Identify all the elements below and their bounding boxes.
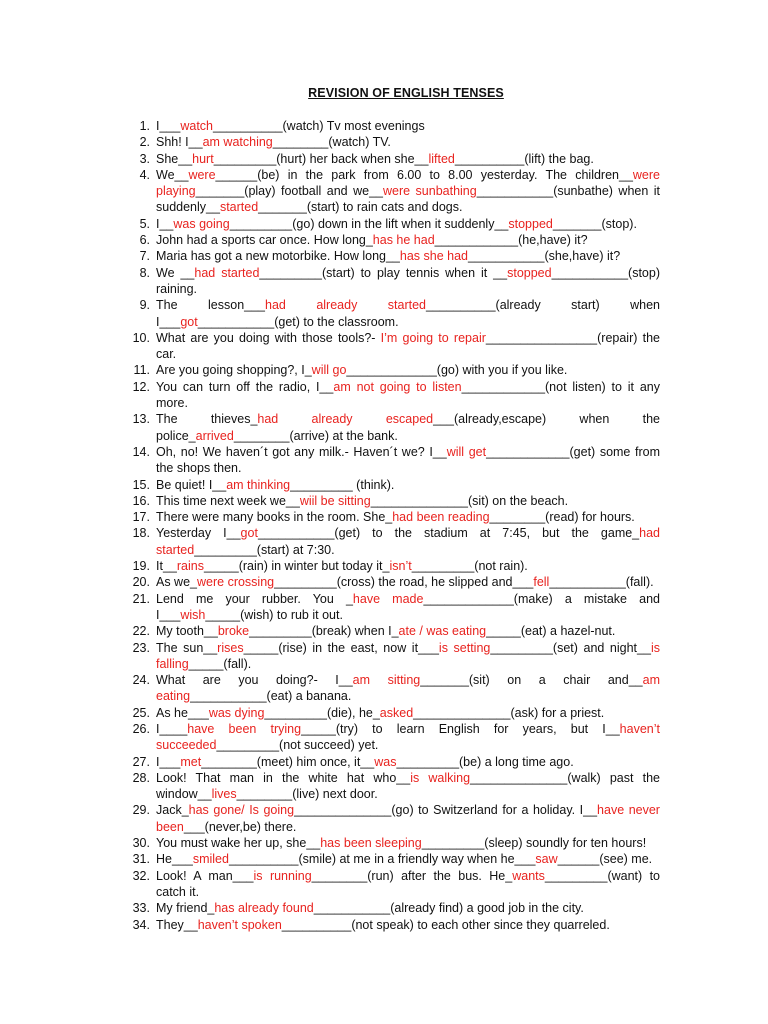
list-item	[128, 232, 660, 248]
answer-text: fell	[533, 575, 550, 590]
list-item	[128, 672, 660, 705]
item-number: 8.	[139, 265, 150, 280]
prompt-text: I__	[156, 216, 174, 231]
list-item	[128, 574, 660, 590]
item-number: 23.	[132, 640, 150, 655]
prompt-text: Lend me your rubber. You _	[156, 591, 353, 606]
prompt-text: _____(fall).	[188, 656, 252, 671]
list-item	[128, 868, 660, 901]
item-number: 28.	[132, 770, 150, 785]
prompt-text: The lesson___	[156, 298, 265, 313]
list-item	[128, 558, 660, 574]
prompt-text: ________(arrive) at the bank.	[233, 428, 398, 443]
list-item	[128, 525, 660, 558]
answer-text: has been sleeping	[320, 836, 422, 851]
answer-text: smiled	[192, 852, 229, 867]
answer-text: is walking	[410, 770, 471, 785]
list-item	[128, 802, 660, 835]
prompt-text: _________(set) and night__	[490, 640, 651, 655]
list-item	[128, 705, 660, 721]
item-number: 30.	[132, 836, 150, 851]
prompt-text: As we_	[156, 575, 197, 590]
prompt-text: _________(cross) the road, he slipped and___	[274, 575, 534, 590]
item-number: 32.	[132, 868, 150, 883]
prompt-text: _________(be) a long time ago.	[396, 754, 574, 769]
list-item	[128, 770, 660, 803]
answer-text: am watching	[202, 135, 273, 150]
list-item	[128, 900, 660, 916]
answer-text: had started	[156, 526, 660, 557]
answer-text: am not going to listen	[333, 379, 462, 394]
prompt-text: _________(want) to catch it.	[156, 868, 660, 899]
prompt-text: _________(start) to play tennis when it __	[259, 265, 508, 280]
prompt-text: _____________(make) a mistake and I___	[156, 591, 660, 622]
prompt-text: What are you doing?- I__	[156, 673, 353, 688]
list-item	[128, 134, 660, 150]
prompt-text: _________(hurt) her back when she__	[213, 151, 429, 166]
list-item	[128, 362, 660, 378]
list-item	[128, 248, 660, 264]
prompt-text: ____________(he,have) it?	[434, 233, 588, 248]
prompt-text: Look! That man in the white hat who__	[156, 770, 411, 785]
answer-text: started	[219, 200, 259, 215]
prompt-text: _______(stop).	[552, 216, 637, 231]
answer-text: have never been	[156, 803, 660, 834]
prompt-text: You must wake her up, she__	[156, 836, 321, 851]
prompt-text: ________(watch) TV.	[272, 135, 391, 150]
prompt-text: ___(already,escape) when the police_	[156, 412, 660, 443]
prompt-text: My tooth__	[156, 624, 218, 639]
prompt-text: ___________(get) to the classroom.	[197, 314, 399, 329]
prompt-text: _________(start) at 7:30.	[194, 542, 335, 557]
answer-text: have made	[352, 591, 424, 606]
prompt-text: ______(be) in the park from 6.00 to 8.00 yesterday. The children__	[215, 167, 633, 182]
prompt-text: _________(die), he_	[264, 705, 380, 720]
answer-text: ate / was eating	[398, 624, 487, 639]
prompt-text: ___________(sunbathe) when it suddenly__	[156, 184, 661, 215]
list-item	[128, 640, 660, 673]
prompt-text: Jack_	[156, 803, 189, 818]
answer-text: wiil be sitting	[299, 493, 371, 508]
exercise-list	[128, 118, 660, 933]
prompt-text: This time next week we__	[156, 493, 300, 508]
list-item	[128, 297, 660, 330]
prompt-text: ___________(already find) a good job in the city.	[313, 901, 584, 916]
item-number: 9.	[139, 298, 150, 313]
answer-text: were crossing	[197, 575, 275, 590]
prompt-text: ___________(fall).	[549, 575, 654, 590]
answer-text: am eating	[156, 673, 660, 704]
list-item	[128, 444, 660, 477]
answer-text: saw	[535, 852, 558, 867]
item-number: 12.	[132, 379, 150, 394]
prompt-text: ________(run) after the bus. He_	[311, 868, 513, 883]
prompt-text: The thieves_	[156, 412, 258, 427]
prompt-text: Yesterday I__	[156, 526, 241, 541]
item-number: 31.	[132, 852, 150, 867]
prompt-text: ______________(ask) for a priest.	[413, 705, 605, 720]
prompt-text: _______(play) football and we__	[195, 184, 383, 199]
prompt-text: I___	[156, 754, 181, 769]
answer-text: is falling	[156, 640, 660, 671]
answer-text: am thinking	[226, 477, 291, 492]
answer-text: had already escaped	[257, 412, 434, 427]
prompt-text: _______(sit) on a chair and__	[420, 673, 643, 688]
list-item	[128, 477, 660, 493]
prompt-text: __________(already start) when I___	[156, 298, 660, 329]
list-item	[128, 411, 660, 444]
answer-text: has she had	[399, 249, 468, 264]
prompt-text: __________(watch) Tv most evenings	[213, 119, 425, 133]
answer-text: has gone/ Is going	[188, 803, 295, 818]
answer-text: am sitting	[352, 673, 421, 688]
prompt-text: ________(read) for hours.	[489, 510, 635, 525]
list-item	[128, 330, 660, 363]
item-number: 14.	[132, 444, 150, 459]
list-item	[128, 118, 660, 134]
item-number: 26.	[132, 721, 150, 736]
item-number: 11.	[133, 363, 150, 378]
prompt-text: ______(see) me.	[557, 852, 653, 867]
answer-text: haven’t spoken	[197, 917, 282, 932]
prompt-text: ___________(eat) a banana.	[190, 689, 352, 704]
prompt-text: They__	[156, 917, 198, 932]
list-item	[128, 754, 660, 770]
list-item	[128, 835, 660, 851]
answer-text: have been trying	[187, 721, 302, 736]
answer-text: is running	[253, 868, 312, 883]
prompt-text: I___	[156, 119, 181, 133]
answer-text: were	[188, 167, 216, 182]
item-number: 29.	[132, 803, 150, 818]
item-number: 25.	[132, 705, 150, 720]
prompt-text: Are you going shopping?, I_	[156, 363, 312, 378]
list-item	[128, 493, 660, 509]
list-item	[128, 151, 660, 167]
prompt-text: ___(never,be) there.	[183, 819, 297, 834]
prompt-text: _________(sleep) soundly for ten hours!	[421, 836, 647, 851]
item-number: 2.	[139, 135, 150, 150]
item-number: 4.	[139, 167, 150, 182]
prompt-text: _________ (think).	[290, 477, 395, 492]
prompt-text: ___________(stop) raining.	[156, 265, 661, 296]
answer-text: watch	[180, 119, 213, 133]
document-title: REVISION OF ENGLISH TENSES	[308, 86, 504, 100]
prompt-text: _______(start) to rain cats and dogs.	[258, 200, 463, 215]
list-item	[128, 509, 660, 525]
answer-text: got	[180, 314, 198, 329]
item-number: 3.	[139, 151, 150, 166]
prompt-text: _____(rain) in winter but today it_	[203, 559, 390, 574]
prompt-text: _____(wish) to rub it out.	[205, 607, 343, 622]
answer-text: was dying	[208, 705, 265, 720]
answer-text: hurt	[192, 151, 214, 166]
prompt-text: Maria has got a new motorbike. How long__	[156, 249, 400, 264]
item-number: 18.	[132, 526, 150, 541]
prompt-text: She__	[156, 151, 193, 166]
answer-text: had started	[194, 265, 260, 280]
prompt-text: _________(go) down in the lift when it suddenly__	[229, 216, 509, 231]
item-number: 19.	[132, 559, 150, 574]
answer-text: wish	[180, 607, 206, 622]
item-number: 10.	[132, 330, 150, 345]
item-number: 7.	[139, 249, 150, 264]
answer-text: haven’t succeeded	[156, 721, 660, 753]
item-number: 34.	[132, 917, 150, 932]
item-number: 6.	[139, 233, 150, 248]
prompt-text: We __	[156, 265, 195, 280]
item-number: 16.	[132, 493, 150, 508]
list-item	[128, 379, 660, 412]
prompt-text: We__	[156, 167, 189, 182]
prompt-text: ________________(repair) the car.	[156, 330, 660, 362]
prompt-text: There were many books in the room. She_	[156, 510, 393, 525]
answer-text: were playing	[156, 167, 660, 199]
item-number: 20.	[132, 575, 150, 590]
answer-text: met	[180, 754, 202, 769]
item-number: 24.	[132, 673, 150, 688]
prompt-text: _________(not succeed) yet.	[216, 738, 379, 753]
answer-text: I’m going to repair	[380, 330, 486, 345]
item-number: 5.	[139, 216, 150, 231]
prompt-text: ________(live) next door.	[236, 787, 378, 802]
answer-text: wants	[512, 868, 545, 883]
item-number: 27.	[132, 754, 150, 769]
item-number: 17.	[132, 510, 150, 525]
answer-text: broke	[217, 624, 250, 639]
answer-text: has already found	[214, 901, 314, 916]
answer-text: had already started	[265, 298, 427, 313]
prompt-text: _________(break) when I_	[249, 624, 399, 639]
prompt-text: My friend_	[156, 901, 215, 916]
answer-text: got	[240, 526, 258, 541]
item-number: 1.	[139, 119, 150, 133]
prompt-text: You can turn off the radio, I__	[156, 379, 334, 394]
prompt-text: ___________(she,have) it?	[468, 249, 621, 264]
list-item	[128, 591, 660, 624]
prompt-text: I____	[156, 721, 188, 736]
list-item	[128, 623, 660, 639]
list-item	[128, 851, 660, 867]
answer-text: was	[374, 754, 397, 769]
prompt-text: ____________(not listen) to it any more.	[156, 379, 660, 411]
prompt-text: ____________(get) some from the shops then.	[156, 444, 660, 476]
prompt-text: John had a sports car once. How long_	[156, 233, 373, 248]
answer-text: rises	[217, 640, 244, 655]
prompt-text: _____________(go) with you if you like.	[346, 363, 568, 378]
answer-text: were sunbathing	[382, 184, 477, 199]
prompt-text: ______________(sit) on the beach.	[370, 493, 569, 508]
prompt-text: The sun__	[156, 640, 218, 655]
prompt-text: He___	[156, 852, 193, 867]
answer-text: is setting	[438, 640, 491, 655]
item-number: 21.	[132, 591, 150, 606]
prompt-text: _________(not rain).	[411, 559, 528, 574]
answer-text: lives	[211, 787, 237, 802]
list-item	[128, 167, 660, 216]
answer-text: was going	[173, 216, 230, 231]
prompt-text: ________(meet) him once, it__	[201, 754, 375, 769]
answer-text: lifted	[428, 151, 455, 166]
list-item	[128, 265, 660, 298]
prompt-text: It__	[156, 559, 177, 574]
prompt-text: Be quiet! I__	[156, 477, 227, 492]
answer-text: has he had	[372, 233, 435, 248]
list-item	[128, 721, 660, 754]
item-number: 22.	[132, 624, 150, 639]
prompt-text: __________(smile) at me in a friendly way when he___	[228, 852, 536, 867]
prompt-text: __________(lift) the bag.	[454, 151, 594, 166]
prompt-text: ______________(go) to Switzerland for a holiday. I__	[294, 803, 598, 818]
prompt-text: Shh! I__	[156, 135, 203, 150]
item-number: 33.	[132, 901, 150, 916]
item-number: 13.	[132, 412, 150, 427]
list-item	[128, 216, 660, 232]
list-item	[128, 917, 660, 933]
prompt-text: __________(not speak) to each other since they quarreled.	[281, 917, 610, 932]
prompt-text: _____(rise) in the east, now it___	[243, 640, 439, 655]
answer-text: isn’t	[389, 559, 412, 574]
prompt-text: Oh, no! We haven´t got any milk.- Haven´t we? I__	[156, 444, 447, 459]
prompt-text: ______________(walk) past the window__	[156, 770, 660, 802]
answer-text: stopped	[507, 265, 552, 280]
prompt-text: ___________(get) to the stadium at 7:45, but the game_	[257, 526, 640, 541]
answer-text: will go	[311, 363, 347, 378]
answer-text: will get	[446, 444, 487, 459]
prompt-text: _____(eat) a hazel-nut.	[486, 624, 616, 639]
item-number: 15.	[132, 477, 150, 492]
prompt-text: What are you doing with those tools?-	[156, 330, 381, 345]
prompt-text: Look! A man___	[156, 868, 254, 883]
prompt-text: _____(try) to learn English for years, but I__	[301, 721, 620, 736]
answer-text: stopped	[508, 216, 553, 231]
answer-text: arrived	[195, 428, 234, 443]
answer-text: asked	[379, 705, 414, 720]
answer-text: had been reading	[392, 510, 490, 525]
prompt-text: As he___	[156, 705, 209, 720]
answer-text: rains	[176, 559, 204, 574]
